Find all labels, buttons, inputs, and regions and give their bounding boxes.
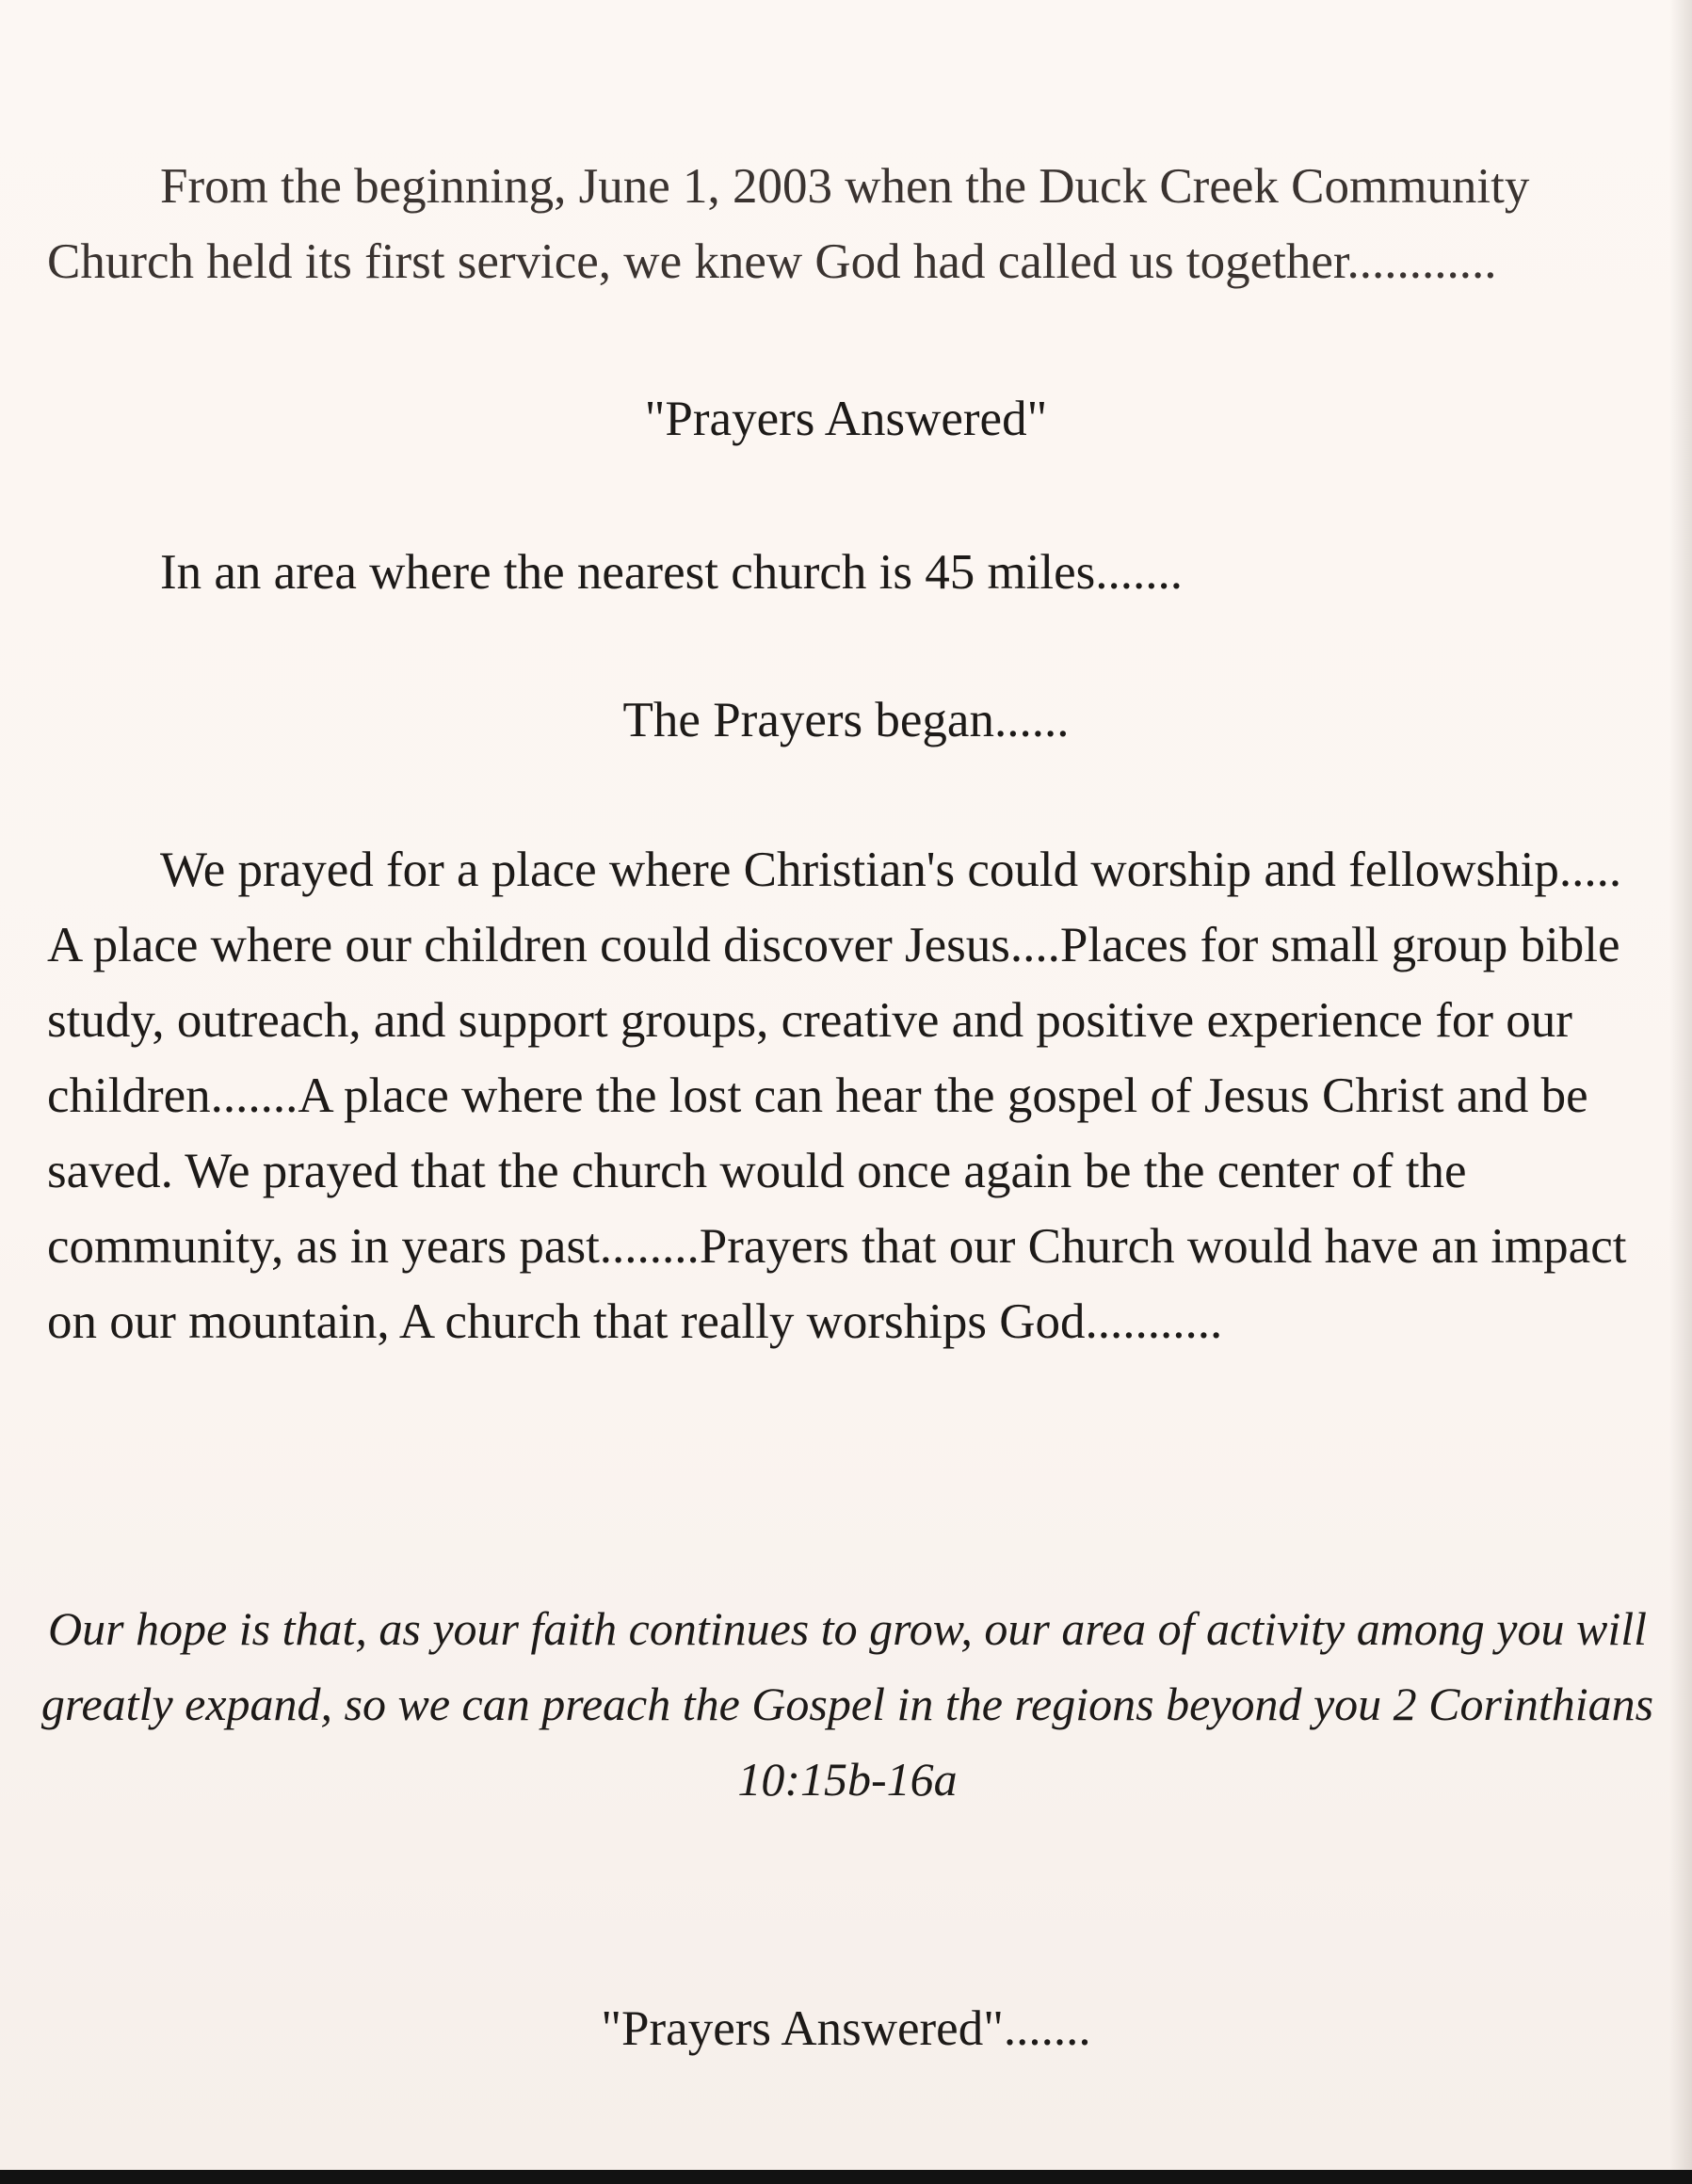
page-bottom-shadow [0,2170,1692,2184]
prayers-answered-heading: "Prayers Answered" [644,392,1048,446]
prayers-began-line: The Prayers began...... [622,693,1070,747]
closing-line: "Prayers Answered"....... [601,2001,1091,2056]
prayer-paragraph: We prayed for a place where Christian's could worship and fellowship..... A place where our children could discover Jesus....Places for small group bible study, outreach, and support groups, creative and positive experience for our children.......A place where the lost can hear the gospel of Jesus Christ and be saved. We prayed that the church would once again be the center of the community, as in years past........Prayers that our Church would have an impact on our mountain, A church that really worships God........... [47,843,1627,1349]
intro-paragraph: From the beginning, June 1, 2003 when the Duck Creek Community Church held its first service, we knew God had called us together............ [47,159,1530,289]
area-line: In an area where the nearest church is 45 miles....... [160,545,1184,600]
scripture-quote: Our hope is that, as your faith continues to grow, our area of activity among you will greatly expand, so we can preach the Gospel in the regions beyond you 2 Corinthians 10:15b-16a [40,1602,1654,1806]
